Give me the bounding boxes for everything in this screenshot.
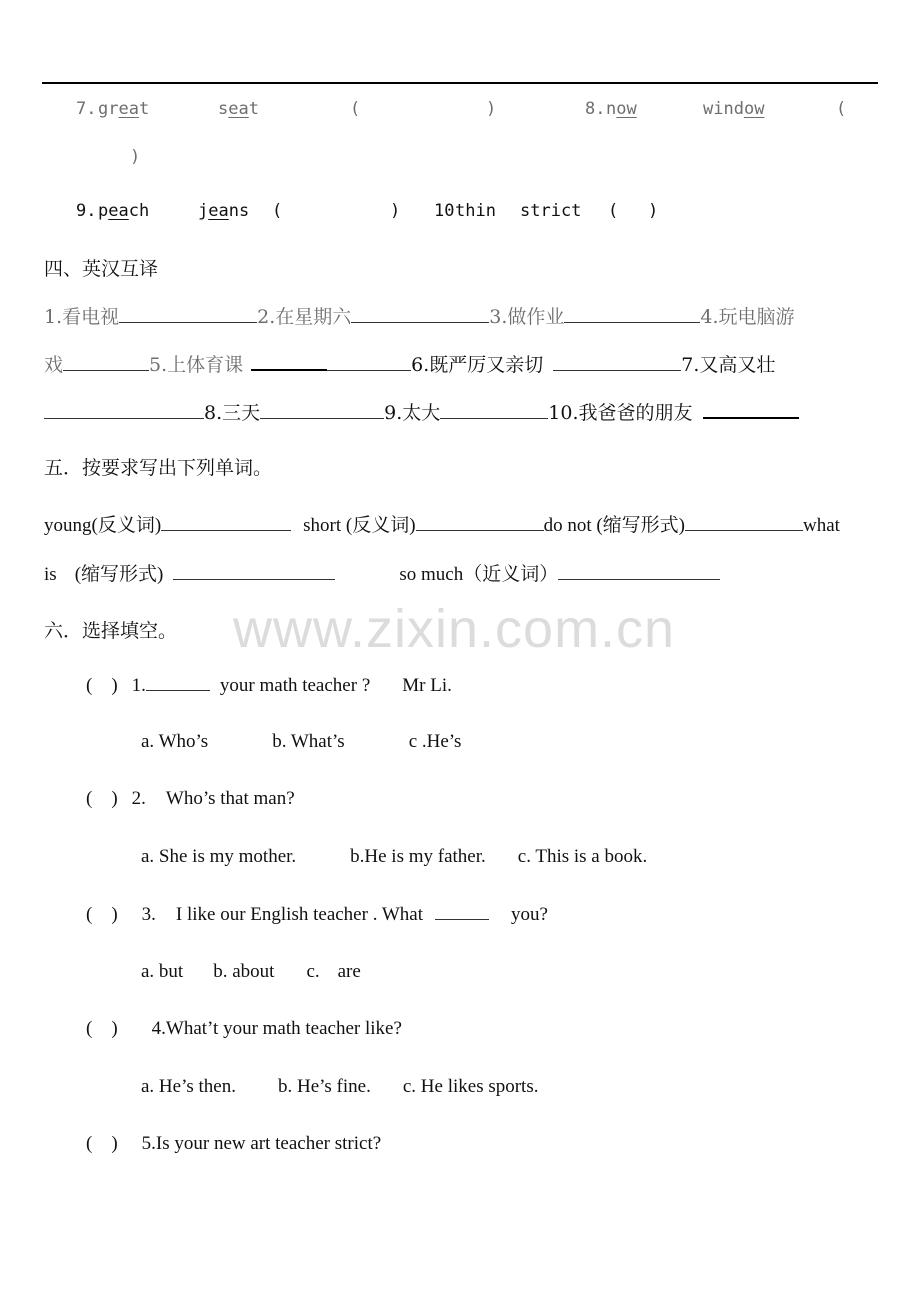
mc-options-4 [141, 1076, 538, 1098]
mc-question-5 [86, 1133, 381, 1155]
answer-blank-5b[interactable] [327, 354, 411, 371]
mc-question-4 [86, 1018, 402, 1040]
q8-answer-close: ) [130, 147, 141, 167]
q8-answer-open[interactable]: ( [836, 99, 847, 119]
answer-blank-1[interactable] [119, 306, 257, 323]
question-1-answer: Mr Li. [402, 675, 452, 696]
translate-row-2 [44, 350, 775, 377]
option-3a[interactable]: a. but [141, 961, 184, 982]
answer-blank-10[interactable] [703, 401, 799, 419]
q10-word-2: strict [520, 201, 582, 221]
mc-options-1 [141, 731, 461, 753]
answer-blank-2[interactable] [351, 306, 489, 323]
q7-word-2: seat [218, 99, 259, 119]
q9-number: 9. [76, 201, 97, 221]
answer-paren-5[interactable]: ( ) [86, 1133, 118, 1154]
question-3-blank[interactable] [435, 903, 489, 920]
answer-blank-short[interactable] [416, 514, 544, 531]
word-forms-row-2 [44, 559, 720, 586]
question-4-text: 4.What’t your math teacher like? [151, 1018, 402, 1039]
q9-answer-close: ) [390, 201, 401, 221]
translate-item-10: 10.我爸爸的朋友 [548, 402, 693, 424]
q8-word-2: window [703, 99, 765, 119]
word-form-contraction-label: (缩写形式) [74, 564, 164, 585]
section4-title: 四、英汉互译 [44, 258, 159, 280]
q10-answer-close: ) [648, 201, 659, 221]
q7-answer-close: ) [486, 99, 497, 119]
word-form-short: short (反义词) [303, 515, 416, 536]
answer-blank-young[interactable] [161, 514, 291, 531]
watermark: www.zixin.com.cn [233, 599, 676, 659]
q7-word-1: great [98, 99, 150, 119]
mc-question-3: ( ) 3. I like our English teacher . What you? [86, 904, 548, 925]
q8-word-1: now [606, 99, 637, 119]
q7-answer-open[interactable]: ( [350, 99, 361, 119]
answer-paren-1[interactable]: ( ) [86, 675, 118, 696]
translate-item-1: 1.看电视 [44, 306, 120, 328]
translate-row-1 [44, 302, 795, 329]
q10-number: 10 [434, 201, 455, 221]
option-4b[interactable]: b. He’s fine. [277, 1076, 371, 1097]
answer-blank-7[interactable] [44, 402, 204, 419]
translate-item-4-cont: 戏 [44, 354, 64, 376]
translate-item-5: 5.上体育课 [149, 354, 244, 376]
translate-item-9: 9.太大 [384, 402, 441, 424]
option-1c[interactable]: c .He’s [408, 731, 462, 752]
question-5-text: 5.Is your new art teacher strict? [141, 1133, 382, 1154]
option-3c-label[interactable]: c. [306, 961, 320, 982]
word-form-do-not: do not (缩写形式) [543, 515, 685, 536]
word-form-what: what [803, 515, 840, 536]
question-3-tail: you? [511, 904, 548, 925]
q7-number: 7. [76, 99, 97, 119]
answer-paren-2[interactable]: ( ) [86, 788, 118, 809]
question-2-text: Who’s that man? [165, 788, 295, 809]
section6-title: 六．选择填空。 [44, 620, 178, 642]
translate-item-3: 3.做作业 [489, 306, 565, 328]
option-4c[interactable]: c. He likes sports. [402, 1076, 539, 1097]
answer-blank-3[interactable] [564, 306, 700, 323]
header-rule [42, 82, 878, 84]
q8-number: 8. [585, 99, 606, 119]
question-3-text: I like our English teacher . What [175, 904, 423, 925]
answer-blank-8[interactable] [260, 402, 384, 419]
mc-options-2 [141, 846, 647, 868]
option-4a[interactable]: a. He’s then. [141, 1076, 236, 1097]
q9-word-2: jeans [198, 201, 250, 221]
word-forms-row-1 [44, 510, 840, 537]
option-2b[interactable]: b.He is my father. [350, 846, 486, 867]
option-3c[interactable]: are [337, 961, 361, 982]
q9-word-1: peach [98, 201, 150, 221]
q10-word-1: thin [455, 201, 496, 221]
option-1a[interactable]: a. Who’s [141, 731, 209, 752]
answer-blank-do-not[interactable] [685, 514, 803, 531]
answer-blank-9[interactable] [440, 402, 548, 419]
translate-row-3 [44, 398, 799, 425]
translate-item-7: 7.又高又壮 [681, 354, 776, 376]
option-1b[interactable]: b. What’s [272, 731, 345, 752]
word-form-is: is [44, 564, 57, 585]
answer-paren-4[interactable]: ( ) [86, 1018, 118, 1039]
translate-item-4: 4.玩电脑游 [700, 306, 795, 328]
translate-item-2: 2.在星期六 [257, 306, 352, 328]
answer-blank-5a[interactable] [251, 353, 327, 371]
mc-question-2: ( ) 2. Who’s that man? [86, 788, 295, 809]
option-3b[interactable]: b. about [213, 961, 275, 982]
mc-question-1: ( ) 1. your math teacher ? Mr Li. [86, 675, 452, 696]
word-form-so-much: so much（近义词） [399, 564, 559, 585]
answer-blank-6[interactable] [553, 354, 681, 371]
section5-title: 五．按要求写出下列单词。 [44, 457, 273, 479]
question-1-text: your math teacher ? [219, 675, 371, 696]
translate-item-8: 8.三天 [204, 402, 261, 424]
answer-paren-3[interactable]: ( ) [86, 904, 118, 925]
answer-blank-so-much[interactable] [558, 563, 720, 580]
answer-blank-what-is[interactable] [173, 563, 335, 580]
q9-answer-open[interactable]: ( [272, 201, 283, 221]
translate-item-6: 6.既严厉又亲切 [411, 354, 544, 376]
answer-blank-4[interactable] [63, 354, 149, 371]
word-form-young: young(反义词) [44, 515, 162, 536]
question-1-blank[interactable] [146, 674, 210, 691]
mc-options-3 [141, 961, 361, 983]
option-2a[interactable]: a. She is my mother. [141, 846, 297, 867]
q10-answer-open[interactable]: ( [608, 201, 619, 221]
option-2c[interactable]: c. This is a book. [517, 846, 648, 867]
